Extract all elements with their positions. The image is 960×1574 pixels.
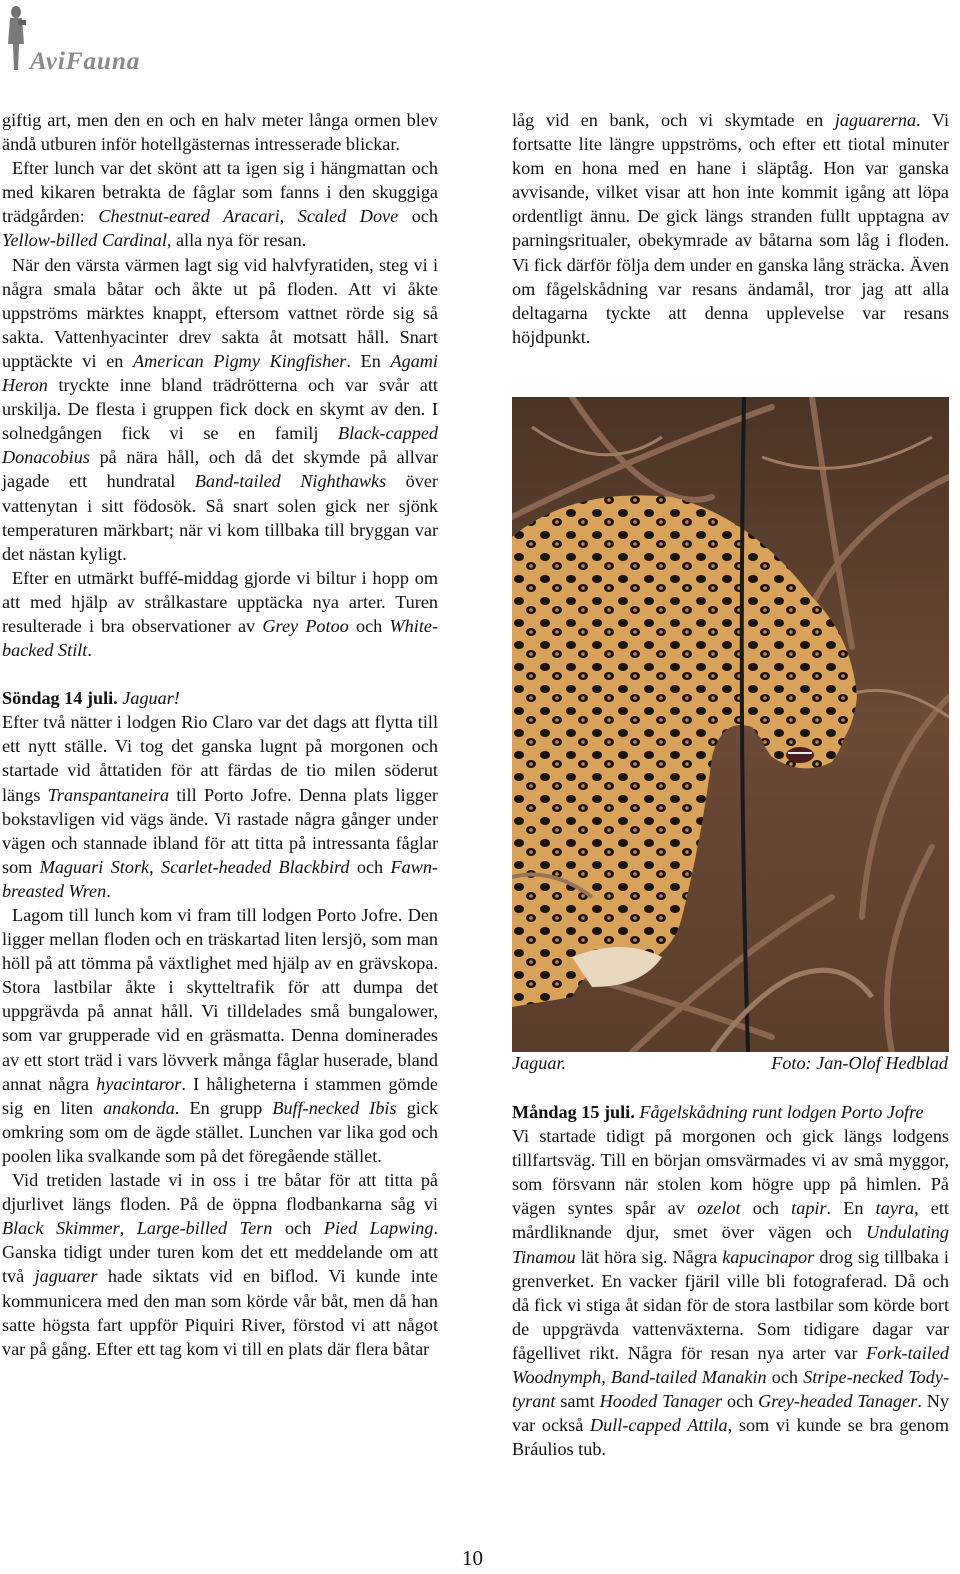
- paragraph: [2, 1168, 438, 1361]
- species-name: hyacintaror: [96, 1073, 182, 1094]
- paragraph: [2, 903, 438, 1168]
- species-name: Chestnut-eared Aracari: [98, 206, 280, 227]
- species-name: Scaled Dove: [297, 206, 399, 227]
- text-run: Efter två nätter i lodgen Rio Claro var det dags att flytta till ett nytt ställe. Vi tog det ganska lugnt på morgonen och startade vid åttatiden för att färdas de tio milen söderut längs: [2, 712, 438, 805]
- right-column-lower: [512, 1100, 949, 1461]
- text-run: . En grupp: [174, 1097, 273, 1118]
- species-name: jaguarerna: [834, 110, 917, 130]
- species-name: Transpantaneira: [47, 784, 170, 805]
- left-paragraphs-2: [2, 710, 438, 1361]
- text-run: på nära håll, och då det skymde på allvar jagade ett hundratal: [2, 447, 438, 492]
- text-run: , som vi kunde se bra genom Bráulios tub.: [512, 1415, 949, 1460]
- left-column: [2, 108, 438, 1361]
- species-name: American Pigmy Kingfisher: [133, 350, 347, 371]
- text-run: När den värsta värmen lagt sig vid halvfyratiden, steg vi i några smala båtar och åkte ut på floden. Att vi åkte uppströms märktes knappt, eftersom vattnet rörde sig så sakta. Vattenhyacinter drev sakta åt motsatt håll. Snart upptäckte vi en: [2, 254, 438, 371]
- paragraph: [2, 253, 438, 566]
- species-name: Band-tailed Manakin: [610, 1367, 767, 1388]
- text-run: Vi startade tidigt på morgonen och gick längs lodgens tillfartsväg. Till en början omsvärmades vi av små myggor, som försvann när stolen kom högre upp på himlen. På vägen syntes spår av: [512, 1126, 949, 1219]
- species-name: Pied Lapwing: [323, 1218, 434, 1239]
- text-run: och: [349, 856, 391, 877]
- text-run: , ett mårdliknande djur, smet över vägen och: [512, 1198, 949, 1243]
- text-run: . Vi fortsatte lite längre uppströms, och efter ett tiotal minuter kom en hona med en hane i släptåg. Hon var ganska avvisande, vilket visar att hon inte kommit igång att löpa ordentligt ännu. De gick längs stranden fullt upptagna av parningsritualer, obekymrade av båtarna som låg i floden. Vi fick därför följa dem under en ganska lång sträcka. Även om fågelskådning var resans ändamål, tror jag att alla deltagarna tyckte att denna upplevelse var resans höjdpunkt.: [512, 110, 949, 347]
- text-run: och: [272, 1218, 324, 1239]
- species-name: White-backed Stilt: [2, 615, 439, 661]
- paragraph: [2, 566, 438, 662]
- text-run: Lagom till lunch kom vi fram till lodgen Porto Jofre. Den ligger mellan floden och en träskartad liten lersjö, som man höll på att tömma på växtlighet med hjälp av en grävskopa. Stora lastbilar åkte i skytteltrafik för att dumpa det uppgrävda på annat håll. Vi tilldelades små bungalower, som var grupperade vid en gräsmatta. Denna dominerades av ett stort träd i vars lövverk många fåglar huserade, bland annat några: [2, 905, 438, 1094]
- text-run: till Porto Jofre. Denna plats ligger bokstavligen vid vägs ände. Vi rastade några gånger under vägen och stannade ibland för att titta på intressanta fåglar som: [2, 784, 438, 877]
- species-name: Black Skimmer: [2, 1218, 120, 1239]
- species-name: tayra: [875, 1198, 915, 1219]
- species-name: jaguarer: [34, 1266, 98, 1287]
- text-run: och: [740, 1198, 792, 1219]
- species-name: Undulating Tinamou: [512, 1222, 949, 1267]
- species-name: Maguari Stork: [39, 856, 150, 877]
- species-name: Stripe-necked Tody-tyrant: [512, 1367, 949, 1412]
- species-name: Large-billed Tern: [136, 1218, 273, 1239]
- text-run: giftig art, men den en och en halv meter långa ormen blev ändå utburen inför hotellgästernas intresserade blickar.: [2, 110, 438, 155]
- text-run: tryckte inne bland trädrötterna och var svår att urskilja. De flesta i gruppen fick dock en skymt av den. I solnedgången fick vi se en familj: [2, 375, 438, 444]
- species-name: kapucinapor: [722, 1246, 815, 1267]
- paragraph: [512, 1124, 949, 1461]
- birdwatcher-figure-icon: [4, 4, 28, 72]
- species-name: ozelot: [697, 1198, 741, 1219]
- text-run: . En: [826, 1198, 876, 1219]
- text-run: Efter en utmärkt buffé-middag gjorde vi biltur i hopp om att med hjälp av strålkastare upptäcka nya arter. Turen resulterade i bra observationer av: [2, 567, 438, 636]
- left-paragraphs: [2, 108, 438, 662]
- species-name: Fawn-breasted Wren: [2, 856, 438, 901]
- text-run: . Ny var också: [512, 1391, 949, 1436]
- paragraph: [512, 108, 949, 349]
- right-column: [512, 108, 949, 349]
- species-name: Fork-tailed Woodnymph: [512, 1342, 949, 1388]
- caption-credit: Foto: Jan-Olof Hedblad: [771, 1053, 948, 1073]
- paragraph: [2, 710, 438, 903]
- species-name: Scarlet-headed Blackbird: [161, 856, 350, 877]
- species-name: Black-capped Donacobius: [2, 423, 438, 468]
- text-run: gick omkring som om de ägde stället. Lunchen var lika god och poolen lika svalkande som på det föregående stället.: [2, 1097, 439, 1166]
- text-run: Efter lunch var det skönt att ta igen sig i hängmattan och med kikaren betrakta de fåglar som fanns i den skuggiga trädgården:: [2, 158, 438, 227]
- caption-title: Jaguar.: [512, 1053, 567, 1073]
- text-run: ,: [119, 1218, 137, 1239]
- day-heading-monday: Måndag 15 juli. Fågelskådning runt lodgen Porto Jofre: [512, 1102, 924, 1122]
- text-run: låg vid en bank, och vi skymtade en: [512, 110, 835, 130]
- species-name: Band-tailed Nighthawks: [194, 471, 387, 492]
- text-run: . En: [346, 350, 391, 371]
- text-run: .: [106, 880, 111, 901]
- text-run: . I håligheterna i stammen gömde sig en liten: [2, 1073, 438, 1118]
- species-name: Agami Heron: [2, 350, 438, 396]
- text-run: , alla nya för resan.: [166, 230, 307, 251]
- text-run: .: [87, 640, 92, 661]
- paragraph: [2, 108, 438, 156]
- avifauna-logo: [2, 2, 202, 78]
- page-number: 10: [462, 1546, 483, 1570]
- species-name: Grey-headed Tanager: [758, 1391, 918, 1412]
- text-run: ,: [601, 1367, 611, 1388]
- text-run: över vattenytan i sitt födosök. Så snart solen gick ner sjönk temperaturen märkbart; när vi kom tillbaka till bryggan var det nästan kyligt.: [2, 471, 438, 564]
- text-run: drog sig tillbaka i grenverket. En vacker fjäril ville bli fotograferad. Då och då fick vi stiga åt sidan för de stora lastbilar som körde bort de uppgrävda vattenväxterna. Som tidigare dagar var fågellivet rikt. Några för resan nya arter var: [512, 1246, 949, 1363]
- species-name: Yellow-billed Cardinal: [2, 230, 167, 251]
- species-name: tapir: [791, 1198, 827, 1219]
- text-run: ,: [149, 856, 162, 877]
- text-run: ,: [279, 206, 298, 227]
- species-name: Grey Potoo: [262, 615, 349, 636]
- paragraph: [2, 156, 438, 252]
- text-run: . Ganska tidigt under turen kom det ett meddelande om att två: [2, 1218, 438, 1287]
- species-name: anakonda: [103, 1097, 175, 1118]
- species-name: Dull-capped Attila: [589, 1415, 728, 1436]
- jaguar-photo: [512, 397, 949, 1052]
- day-heading-sunday: Söndag 14 juli. Jaguar!: [2, 688, 180, 709]
- text-run: samt: [555, 1391, 600, 1412]
- text-run: och: [398, 206, 439, 227]
- right-paragraphs: [512, 108, 949, 349]
- text-run: hade siktats vid en biflod. Vi kunde inte kommunicera med den man som körde vår båt, men då han satte högsta fart uppför Piquiri River, förstod vi att något var på gång. Efter ett tag kom vi till en plats där flera båtar: [2, 1266, 438, 1359]
- text-run: Vid tretiden lastade vi in oss i tre båtar för att titta på djurlivet längs floden. På de öppna flodbankarna såg vi: [2, 1170, 438, 1215]
- text-run: och: [722, 1391, 759, 1412]
- text-run: lät höra sig. Några: [575, 1246, 723, 1267]
- text-run: och: [348, 615, 390, 636]
- logo-text: AviFauna: [30, 48, 141, 75]
- species-name: Hooded Tanager: [599, 1391, 723, 1412]
- right-paragraphs-2: [512, 1124, 949, 1461]
- species-name: Buff-necked Ibis: [272, 1097, 397, 1118]
- jaguar-photo-illustration: [512, 397, 949, 1052]
- text-run: och: [766, 1367, 804, 1388]
